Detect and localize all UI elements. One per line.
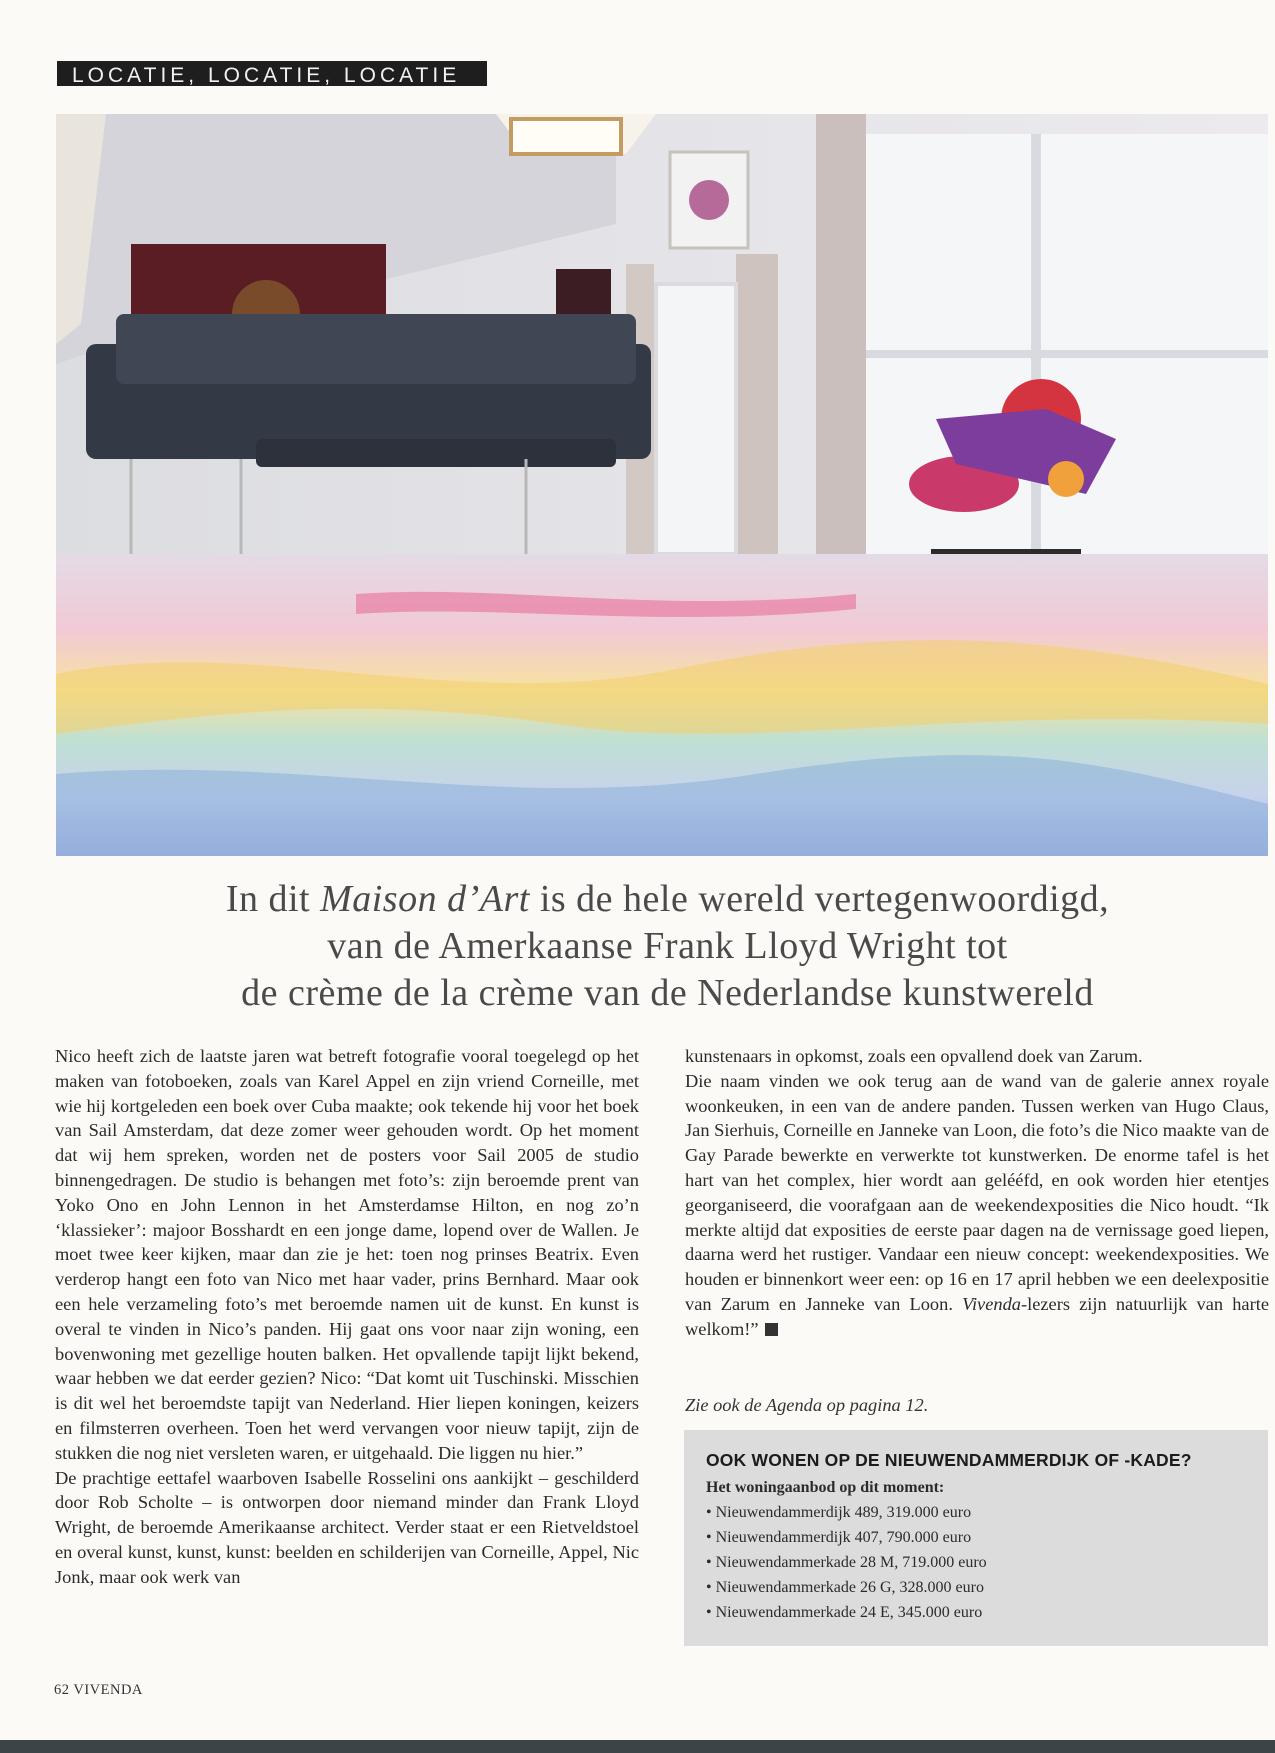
magazine-name: Vivenda: [962, 1293, 1021, 1314]
article-paragraph: De prachtige eettafel waarboven Isabelle Rosselini ons aankijkt – geschilderd door Rob Scholte – is ontworpen door niemand minder dan Frank Lloyd Wright, de beroemde Amerikaanse architect. Verder staat er een Rietveldstoel en overal kunst, kunst, kunst: beelden en schilderijen van Corneille, Appel, Nic Jonk, maar ook werk van: [55, 1467, 639, 1587]
headline-italic: Maison d’Art: [320, 878, 530, 920]
infobox-title: OOK WONEN OP DE NIEUWENDAMMERDIJK OF -KADE?: [706, 1450, 1192, 1470]
page-folio: 62 VIVENDA: [54, 1682, 143, 1698]
listing-item: • Nieuwendammerkade 26 G, 328.000 euro: [706, 1575, 1246, 1600]
section-tag: LOCATIE, LOCATIE, LOCATIE: [57, 61, 487, 86]
headline-line-2: van de Amerkaanse Frank Lloyd Wright tot: [327, 925, 1008, 967]
listing-item: • Nieuwendammerdijk 489, 319.000 euro: [706, 1500, 1246, 1525]
bottom-band: [0, 1740, 1275, 1753]
article-paragraph: kunstenaars in opkomst, zoals een opvallend doek van Zarum.: [685, 1046, 1143, 1066]
listing-item: • Nieuwendammerkade 24 E, 345.000 euro: [706, 1600, 1246, 1625]
listing-item: • Nieuwendammerdijk 407, 790.000 euro: [706, 1525, 1246, 1550]
headline-line-1: In dit Maison d’Art is de hele wereld vertegenwoordigd,: [225, 878, 1110, 920]
article-paragraph: Die naam vinden we ook terug aan de wand van de galerie annex royale woonkeuken, in een van de andere panden. Tussen werken van Hugo Claus, Jan Sierhuis, Corneille en Janneke van Loon, die foto’s die Nico maakte van de Gay Parade bewerkte en verwerkte tot kunstwerken. De enorme tafel is het hart van het complex, hier wordt aan gelééfd, en ook worden hier etentjes georganiseerd, die voorafgaan aan de weekendexposities die Nico houdt. “Ik merkte altijd dat exposities de eerste paar dagen na de vernissage goed liepen, daarna werd het rustiger. Vandaar een nieuw concept: weekendexposities. We houden er binnenkort weer een: op 16 en 17 april hebben we een deelexpositie van Zarum en Janneke van Loon. Vivenda-lezers zijn natuurlijk van harte welkom!”: [685, 1070, 1269, 1339]
article-column-left: [55, 1044, 639, 1590]
pull-quote-headline: [60, 876, 1275, 1017]
interior-photo: [56, 114, 1268, 856]
agenda-note: Zie ook de Agenda op pagina 12.: [685, 1395, 929, 1415]
end-mark-icon: [765, 1323, 778, 1336]
article-paragraph: Nico heeft zich de laatste jaren wat betreft fotografie vooral toegelegd op het maken van fotoboeken, zoals van Karel Appel en zijn vriend Corneille, met wie hij kortgeleden een boek over Cuba maakte; ook tekende hij voor het boek van Sail Amsterdam, dat deze zomer weer gehouden wordt. Op het moment dat wij hem spreken, worden net de posters voor Sail 2005 de studio binnengedragen. De studio is behangen met foto’s: zijn beroemde prent van Yoko Ono en John Lennon in het Amsterdamse Hilton, en nog zo’n ‘klassieker’: majoor Bosshardt en een jonge dame, lopend over de Wallen. Je moet twee keer kijken, maar dan zie je het: toen nog prinses Beatrix. Even verderop hangt een foto van Nico met haar vader, prins Bernhard. Maar ook een hele verzameling foto’s met beroemde namen uit de kunst. En kunst is overal te vinden in Nico’s panden. Hij gaat ons voor naar zijn woning, een bovenwoning met gezellige houten balken. Het opvallende tapijt lijkt bekend, waar hebben we dat eerder gezien? Nico: “Dat komt uit Tuschinski. Misschien is dit wel het beroemdste tapijt van Nederland. Hier liepen koningen, keizers en filmsterren overheen. Toen het werd vervangen voor nieuw tapijt, zijn de stukken die nog niet versleten waren, er uitgehaald. Die liggen nu hier.”: [55, 1046, 639, 1463]
housing-infobox: [684, 1430, 1268, 1646]
headline-line-3: de crème de la crème van de Nederlandse kunstwereld: [241, 972, 1094, 1014]
article-column-right: [685, 1044, 1269, 1342]
listing-list: [706, 1500, 1246, 1625]
listing-item: • Nieuwendammerkade 28 M, 719.000 euro: [706, 1550, 1246, 1575]
infobox-subtitle: Het woningaanbod op dit moment:: [706, 1479, 945, 1496]
